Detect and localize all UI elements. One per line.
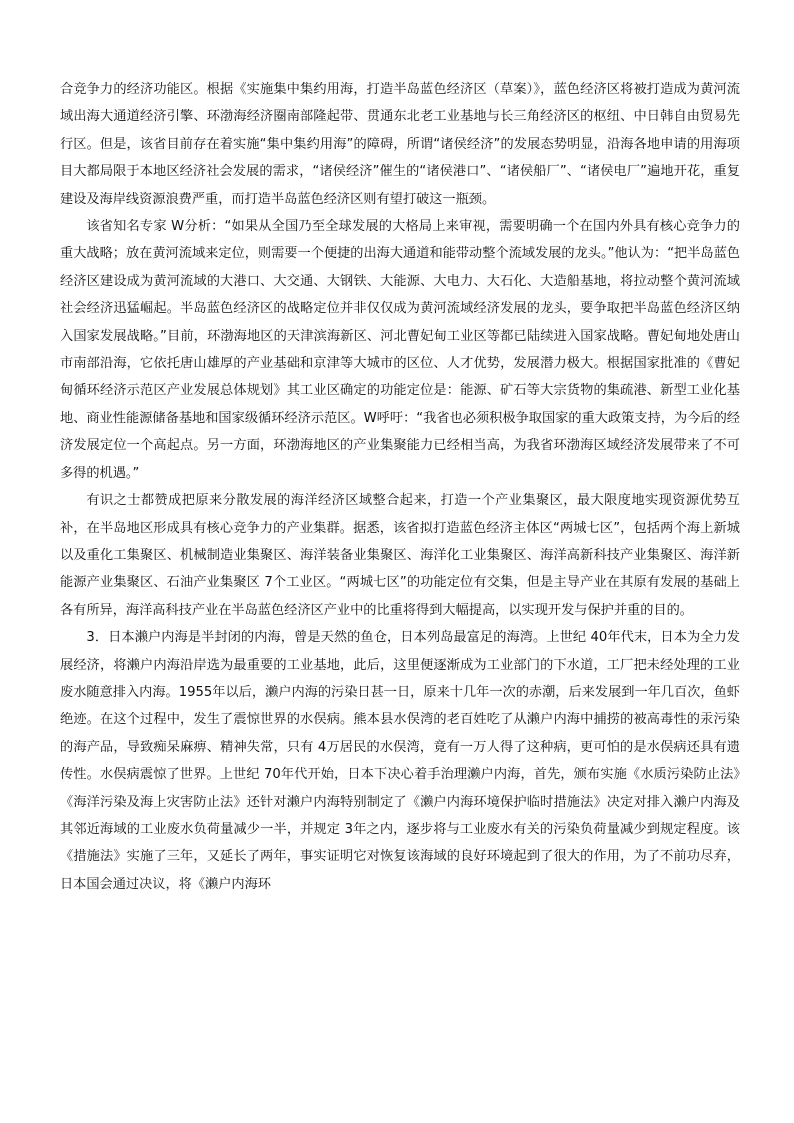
paragraph-4: 3．日本濑户内海是半封闭的内海，曾是天然的鱼仓，日本列岛最富足的海湾。上世纪 40年代末，日本为全力发展经济，将濑户内海沿岸选为最重要的工业基地，此后，这里便逐渐成为工业部门的下水道，工厂把未经处理的工业废水随意排入内海。1955年以后，濑户内海的污染日甚一日，原来十几年一次的赤潮，后来发展到一年几百次，鱼虾绝迹。在这个过程中，发生了震惊世界的水俣病。熊本县水俣湾的老百姓吃了从濑户内海中捕捞的被高毒性的汞污染的海产品，导致痴呆麻痹、精神失常，只有 4万居民的水俣湾，竟有一万人得了这种病，更可怕的是水俣病还具有遗传性。水俣病震惊了世界。上世纪 70年代开始，日本下决心着手治理濑户内海，首先，颁布实施《水质污染防止法》《海洋污染及海上灾害防止法》还针对濑户内海特别制定了《濑户内海环境保护临时措施法》决定对排入濑户内海及其邻近海域的工业废水负荷量减少一半，并规定 3年之内，逐步将与工业废水有关的污染负荷量减少到规定程度。该《措施法》实施了三年，又延长了两年，事实证明它对恢复该海域的良好环境起到了很大的作用，为了不前功尽弃，日本国会通过决议，将《濑户内海环	[60, 630, 740, 892]
paragraph-2: 该省知名专家 W分析：“如果从全国乃至全球发展的大格局上来审视，需要明确一个在国内外具有核心竞争力的重大战略；放在黄河流域来定位，则需要一个便捷的出海大通道和能带动整个流域发展的龙头。”他认为：“把半岛蓝色经济区建设成为黄河流域的大港口、大交通、大钢铁、大能源、大电力、大石化、大造船基地，将拉动整个黄河流域社会经济迅猛崛起。半岛蓝色经济区的战略定位并非仅仅成为黄河流域经济发展的龙头，要争取把半岛蓝色经济区纳入国家发展战略。”目前，环渤海地区的天津滨海新区、河北曹妃甸工业区等都已陆续进入国家战略。曹妃甸地处唐山市南部沿海，它依托唐山雄厚的产业基础和京津等大城市的区位、人才优势，发展潜力极大。根据国家批准的《曹妃甸循环经济示范区产业发展总体规划》其工业区确定的功能定位是：能源、矿石等大宗货物的集疏港、新型工业化基地、商业性能源储备基地和国家级循环经济示范区。W呼吁：“我省也必须积极争取国家的重大政策支持，为今后的经济发展定位一个高起点。另一方面，环渤海地区的产业集聚能力已经相当高，为我省环渤海区域经济发展带来了不可多得的机遇。”	[60, 219, 740, 481]
paragraph-3: 有识之士都赞成把原来分散发展的海洋经济区域整合起来，打造一个产业集聚区，最大限度地实现资源优势互补，在半岛地区形成具有核心竞争力的产业集群。据悉，该省拟打造蓝色经济主体区“两城七区”，包括两个海上新城以及重化工集聚区、机械制造业集聚区、海洋装备业集聚区、海洋化工业集聚区、海洋高新科技产业集聚区、海洋新能源产业集聚区、石油产业集聚区 7个工业区。“两城七区”的功能定位有交集，但是主导产业在其原有发展的基础上各有所异，海洋高科技产业在半岛蓝色经济区产业中的比重将得到大幅提高，以实现开发与保护并重的目的。	[60, 493, 740, 618]
document-body	[60, 76, 740, 898]
paragraph-1: 合竞争力的经济功能区。根据《实施集中集约用海，打造半岛蓝色经济区（草案）》，蓝色经济区将被打造成为黄河流域出海大通道经济引擎、环渤海经济圈南部隆起带、贯通东北老工业基地与长三角经济区的枢纽、中日韩自由贸易先行区。但是，该省目前存在着实施“集中集约用海”的障碍，所谓“诸侯经济”的发展态势明显，沿海各地申请的用海项目大都局限于本地区经济社会发展的需求，“诸侯经济”催生的“诸侯港口”、“诸侯船厂”、“诸侯电厂”遍地开花，重复建设及海岸线资源浪费严重，而打造半岛蓝色经济区则有望打破这一瓶颈。	[60, 82, 740, 207]
